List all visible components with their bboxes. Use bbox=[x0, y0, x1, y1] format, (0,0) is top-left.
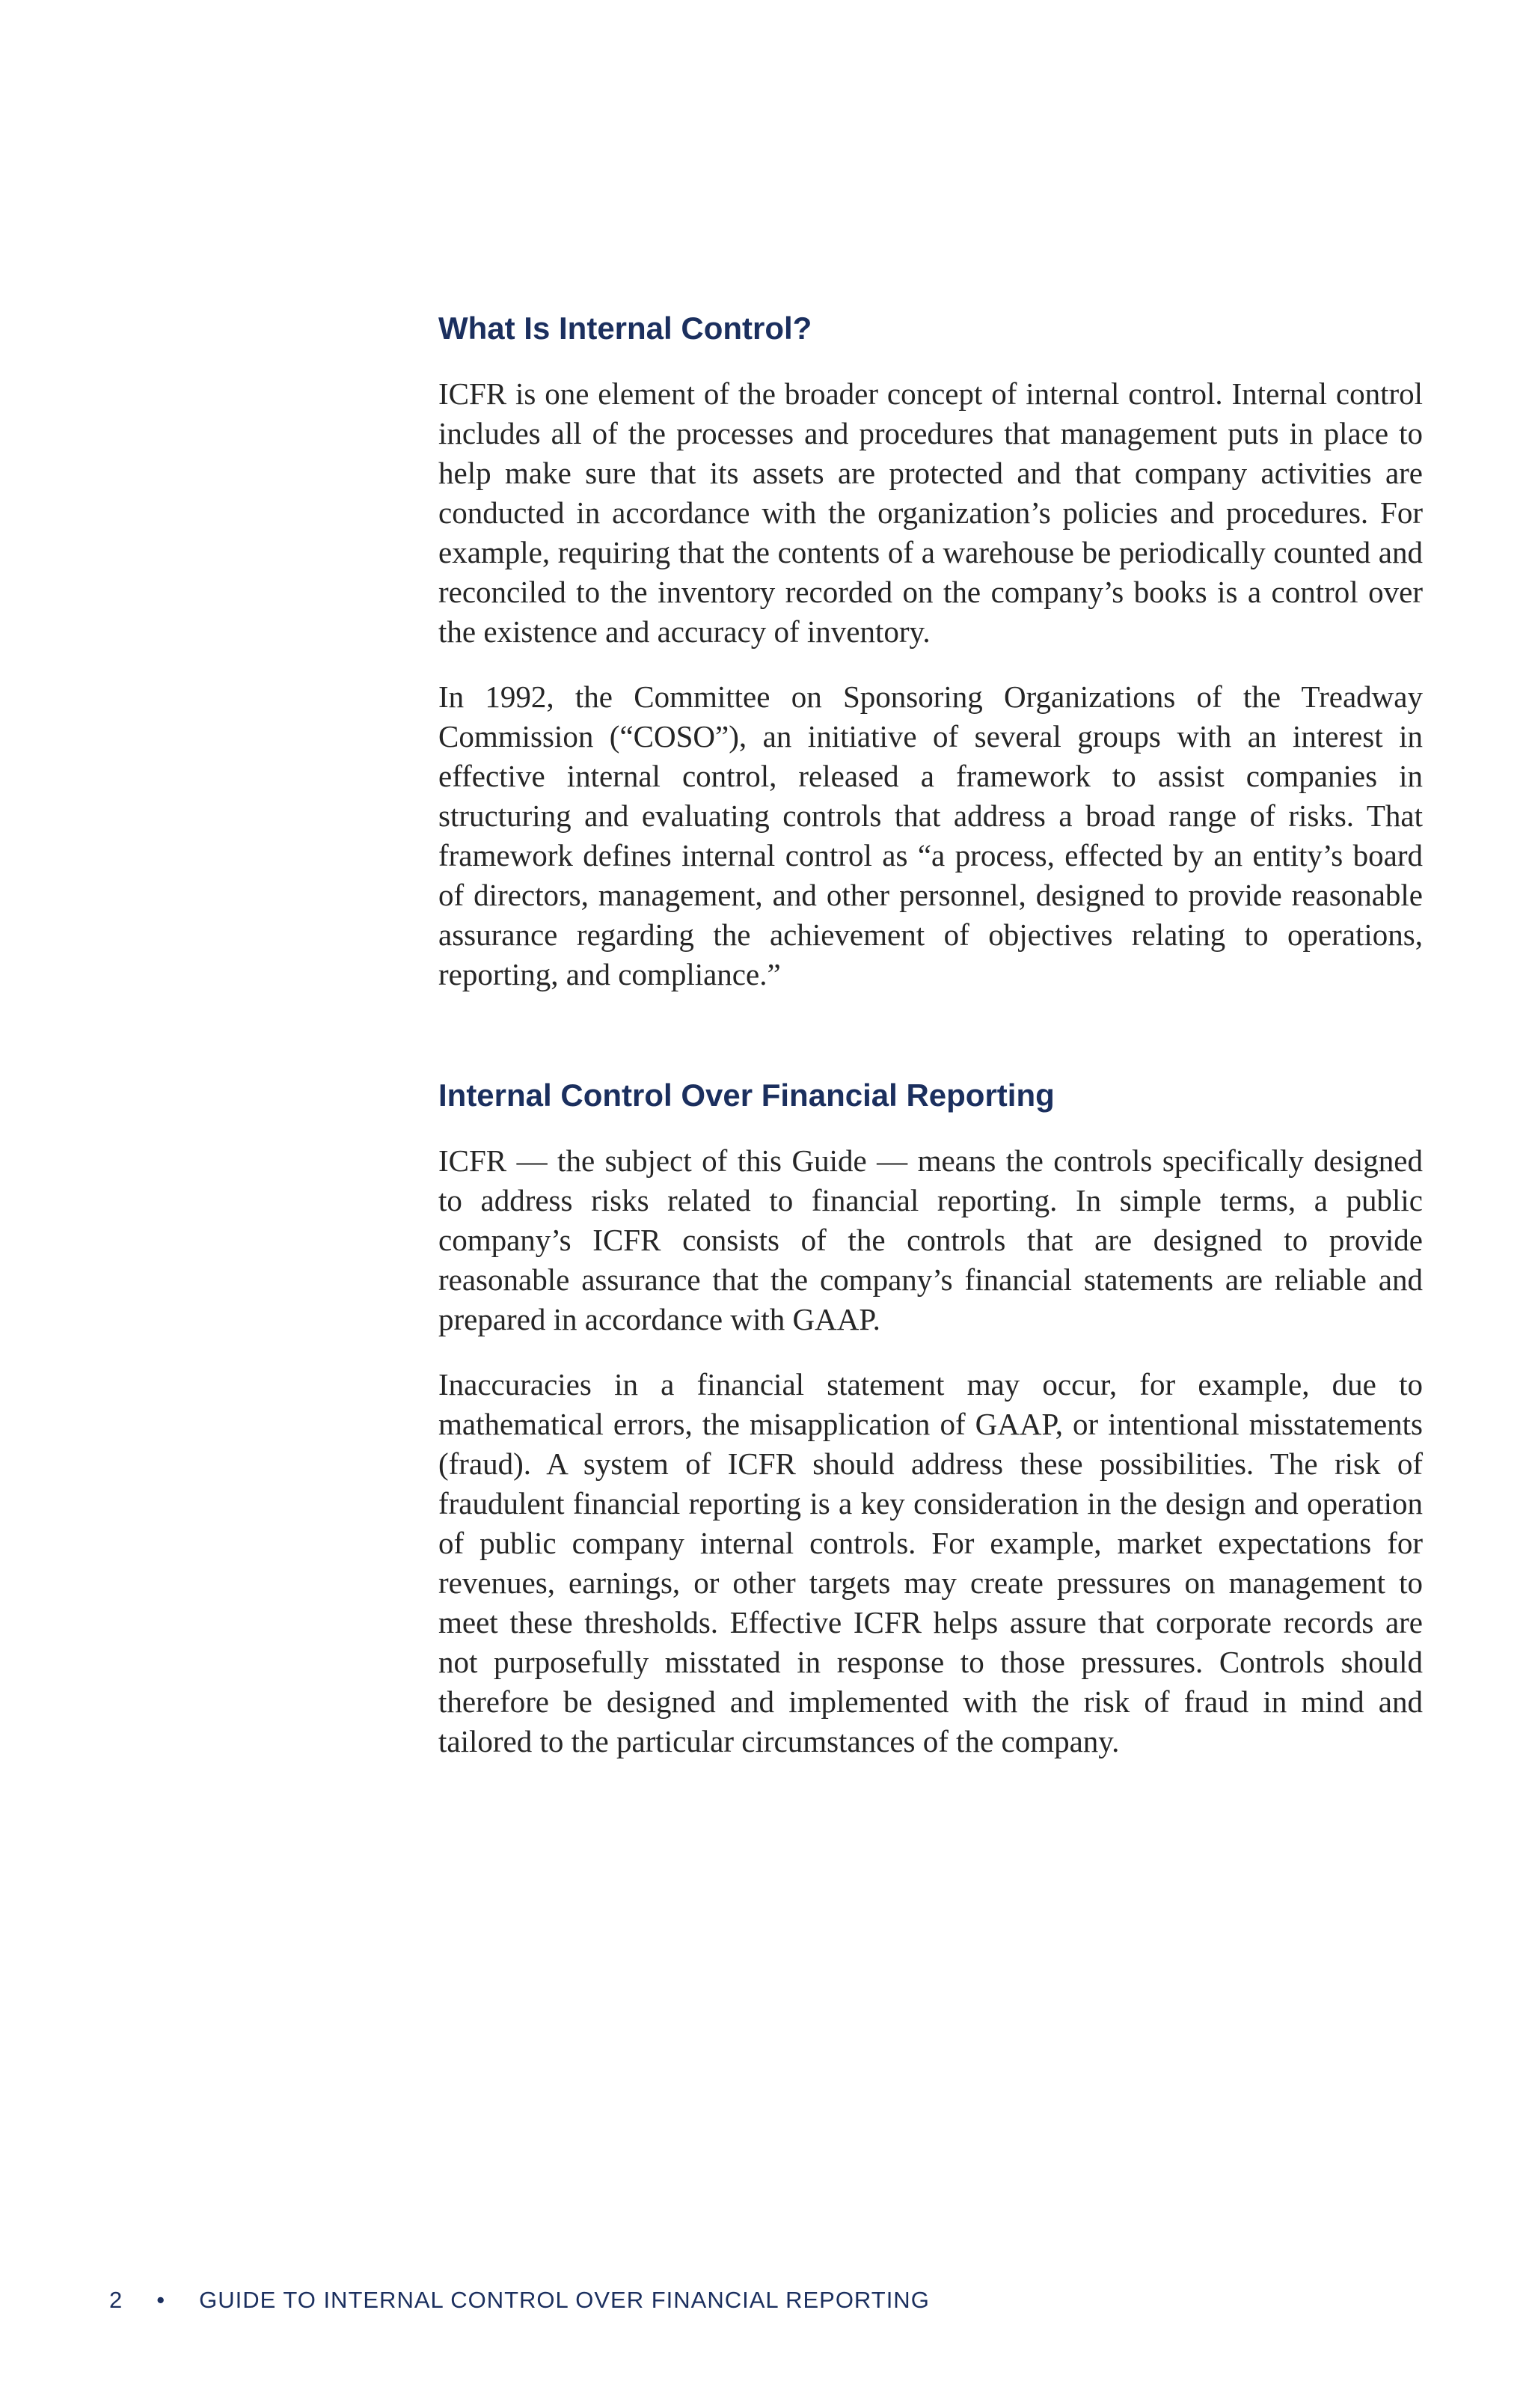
paragraph: ICFR is one element of the broader concept of internal control. Internal control includes all of the processes and procedures that management puts in place to help make sure that its assets are protected and that company activities are conducted in accordance with the organization’s policies and procedures. For example, requiring that the contents of a warehouse be periodically counted and reconciled to the inventory recorded on the company’s books is a control over the existence and accuracy of inventory. bbox=[438, 376, 1423, 649]
section-heading-icfr: Internal Control Over Financial Reporting bbox=[438, 1078, 1055, 1113]
page-footer bbox=[109, 2285, 930, 2315]
paragraph: Inaccuracies in a financial statement may occur, for example, due to mathematical errors, the misapplication of GAAP, or intentional misstatements (fraud). A system of ICFR should address these possibilities. The risk of fraudulent financial reporting is a key consideration in the design and operation of public company internal controls. For example, market expectations for revenues, earnings, or other targets may create pressures on management to meet these thresholds. Effective ICFR helps assure that corporate records are not purposefully misstated in response to those pressures. Controls should therefore be designed and implemented with the risk of fraud in mind and tailored to the particular circumstances of the company. bbox=[438, 1367, 1423, 1758]
running-title: GUIDE TO INTERNAL CONTROL OVER FINANCIAL REPORTING bbox=[199, 2287, 930, 2313]
paragraph: In 1992, the Committee on Sponsoring Organizations of the Treadway Commission (“COSO”), an initiative of several groups with an interest in effective internal control, released a framework to assist companies in structuring and evaluating controls that address a broad range of risks. That framework defines internal control as “a process, effected by an entity’s board of directors, management, and other personnel, designed to provide reasonable assurance regarding the achievement of objectives relating to operations, reporting, and compliance.” bbox=[438, 679, 1423, 991]
section-heading-what-is-internal-control: What Is Internal Control? bbox=[438, 311, 812, 346]
page-number: 2 bbox=[109, 2287, 123, 2313]
footer-separator: • bbox=[156, 2287, 165, 2313]
paragraph: ICFR — the subject of this Guide — means the controls specifically designed to address risks related to financial reporting. In simple terms, a public company’s ICFR consists of the controls that are designed to provide reasonable assurance that the company’s financial statements are reliable and prepared in accordance with GAAP. bbox=[438, 1143, 1423, 1336]
main-text-column bbox=[438, 308, 1423, 1787]
